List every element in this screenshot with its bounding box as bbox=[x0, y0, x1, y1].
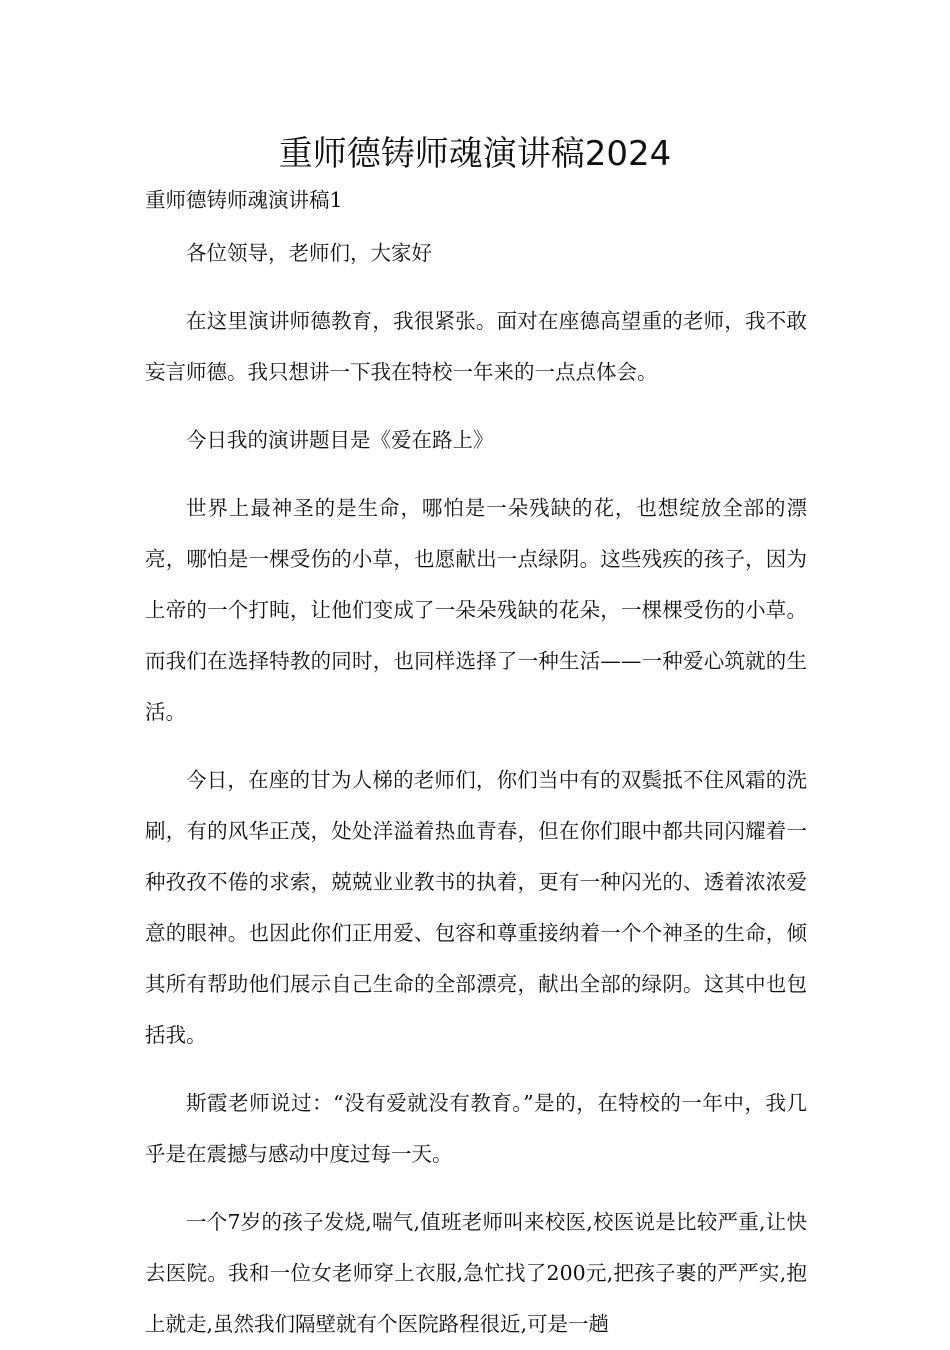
paragraph-greeting: 各位领导，老师们，大家好 bbox=[186, 241, 432, 265]
paragraph-quote: 斯霞老师说过：“没有爱就没有教育。”是的，在特校的一年中，我几乎是在震撼与感动中度过每一天。 bbox=[145, 1091, 807, 1166]
document-body bbox=[145, 182, 807, 1350]
document-title: 重师德铸师魂演讲稿2024 bbox=[278, 134, 672, 174]
paragraph-intro: 在这里演讲师德教育，我很紧张。面对在座德高望重的老师，我不敢妄言师德。我只想讲一下我在特校一年来的一点点体会。 bbox=[145, 309, 807, 384]
section-heading: 重师德铸师魂演讲稿1 bbox=[145, 188, 343, 212]
paragraph-life: 世界上最神圣的是生命，哪怕是一朵残缺的花，也想绽放全部的漂亮，哪怕是一棵受伤的小草，也愿献出一点绿阴。这些残疾的孩子，因为上帝的一个打盹，让他们变成了一朵朵残缺的花朵，一棵棵受伤的小草。而我们在选择特教的同时，也同样选择了一种生活——一种爱心筑就的生活。 bbox=[145, 496, 807, 724]
paragraph-topic: 今日我的演讲题目是《爱在路上》 bbox=[186, 428, 494, 452]
paragraph-story: 一个7岁的孩子发烧,喘气,值班老师叫来校医,校医说是比较严重,让快去医院。我和一位女老师穿上衣服,急忙找了200元,把孩子裹的严严实,抱上就走,虽然我们隔壁就有个医院路程很近,可是一趟 bbox=[145, 1210, 807, 1336]
paragraph-teachers: 今日，在座的甘为人梯的老师们，你们当中有的双鬓抵不住风霜的洗刷，有的风华正茂，处处洋溢着热血青春，但在你们眼中都共同闪耀着一种孜孜不倦的求索，兢兢业业教书的执着，更有一种闪光的、透着浓浓爱意的眼神。也因此你们正用爱、包容和尊重接纳着一个个神圣的生命，倾其所有帮助他们展示自己生命的全部漂亮，献出全部的绿阴。这其中也包括我。 bbox=[145, 768, 807, 1047]
